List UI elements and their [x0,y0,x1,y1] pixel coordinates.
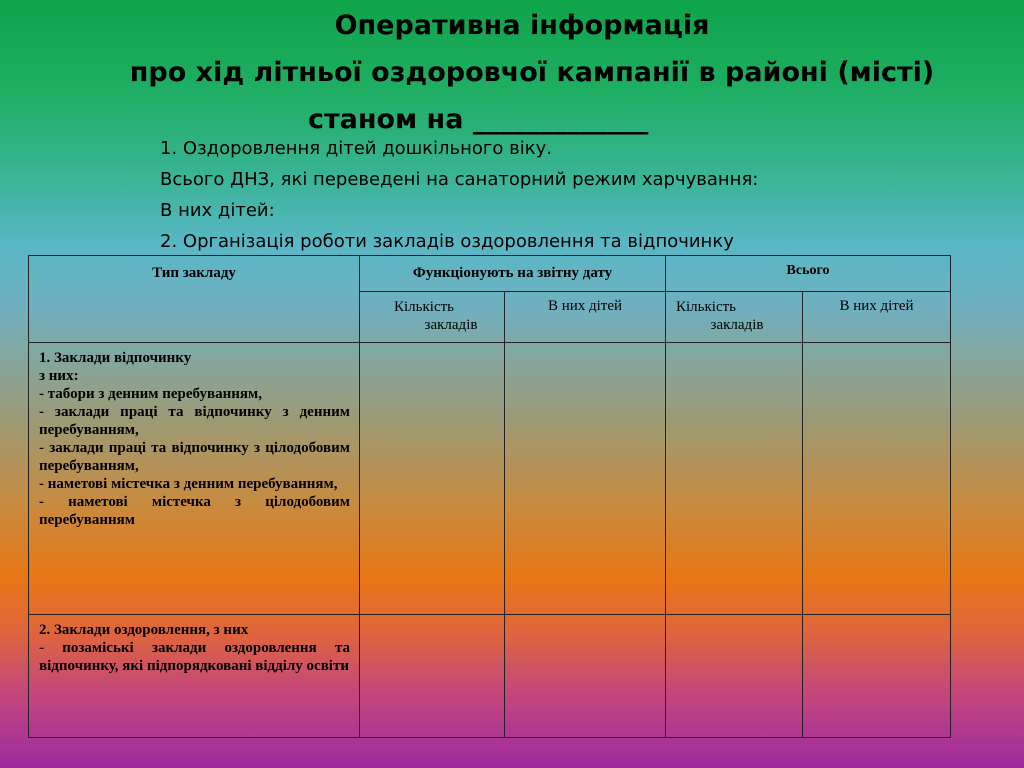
row2-children-total[interactable] [803,615,951,738]
row-health-facilities-label [29,615,360,738]
info-block [160,133,758,257]
row1-line: - наметові містечка з денним перебуванням, [39,476,338,492]
row2-count-total[interactable] [666,615,803,738]
table-row [29,343,951,615]
row2-line: 2. Заклади оздоровлення, з них [39,622,249,638]
row1-line: 1. Заклади відпочинку [39,350,192,366]
row2-children-functioning[interactable] [505,615,666,738]
table-row [29,615,951,738]
title-line-3: станом на _____________ [308,104,649,135]
row1-children-functioning[interactable] [505,343,666,615]
row1-count-functioning[interactable] [360,343,505,615]
header-count-functioning-line1: Кількість [394,299,455,315]
row1-count-total[interactable] [666,343,803,615]
row2-line: - позаміські заклади оздоровлення та відпочинку, які підпорядковані відділу освіти [39,640,350,674]
header-count-total-line2: закладів [710,317,764,333]
header-type: Тип закладу [29,256,360,343]
report-table [28,255,951,738]
header-count-functioning-line2: закладів [424,317,478,333]
info-line-2: Всього ДНЗ, які переведені на санаторний режим харчування: [160,169,759,190]
info-line-1: 1. Оздоровлення дітей дошкільного віку. [160,138,552,159]
header-count-total [666,292,803,343]
header-total: Всього [666,256,951,292]
row1-children-total[interactable] [803,343,951,615]
header-count-total-line1: Кількість [676,299,737,315]
header-children-functioning: В них дітей [505,292,666,343]
row1-line: з них: [39,368,79,384]
row1-line: - наметові містечка з цілодобовим перебуванням [39,494,350,528]
row1-line: - заклади праці та відпочинку з денним перебуванням, [39,404,350,438]
row1-line: - табори з денним перебуванням, [39,386,262,402]
row1-line: - заклади праці та відпочинку з цілодобовим перебуванням, [39,440,350,474]
info-line-4: 2. Організація роботи закладів оздоровлення та відпочинку [160,231,734,252]
info-line-3: В них дітей: [160,200,275,221]
row2-count-functioning[interactable] [360,615,505,738]
title-line-2: про хід літньої оздоровчої кампанії в районі (місті) [129,57,935,88]
row-rest-facilities-label [29,343,360,615]
header-children-total: В них дітей [803,292,951,343]
title-line-1: Оперативна інформація [334,10,710,41]
header-functioning: Функціонують на звітну дату [360,256,666,292]
header-count-functioning [360,292,505,343]
slide-title [0,2,1024,143]
